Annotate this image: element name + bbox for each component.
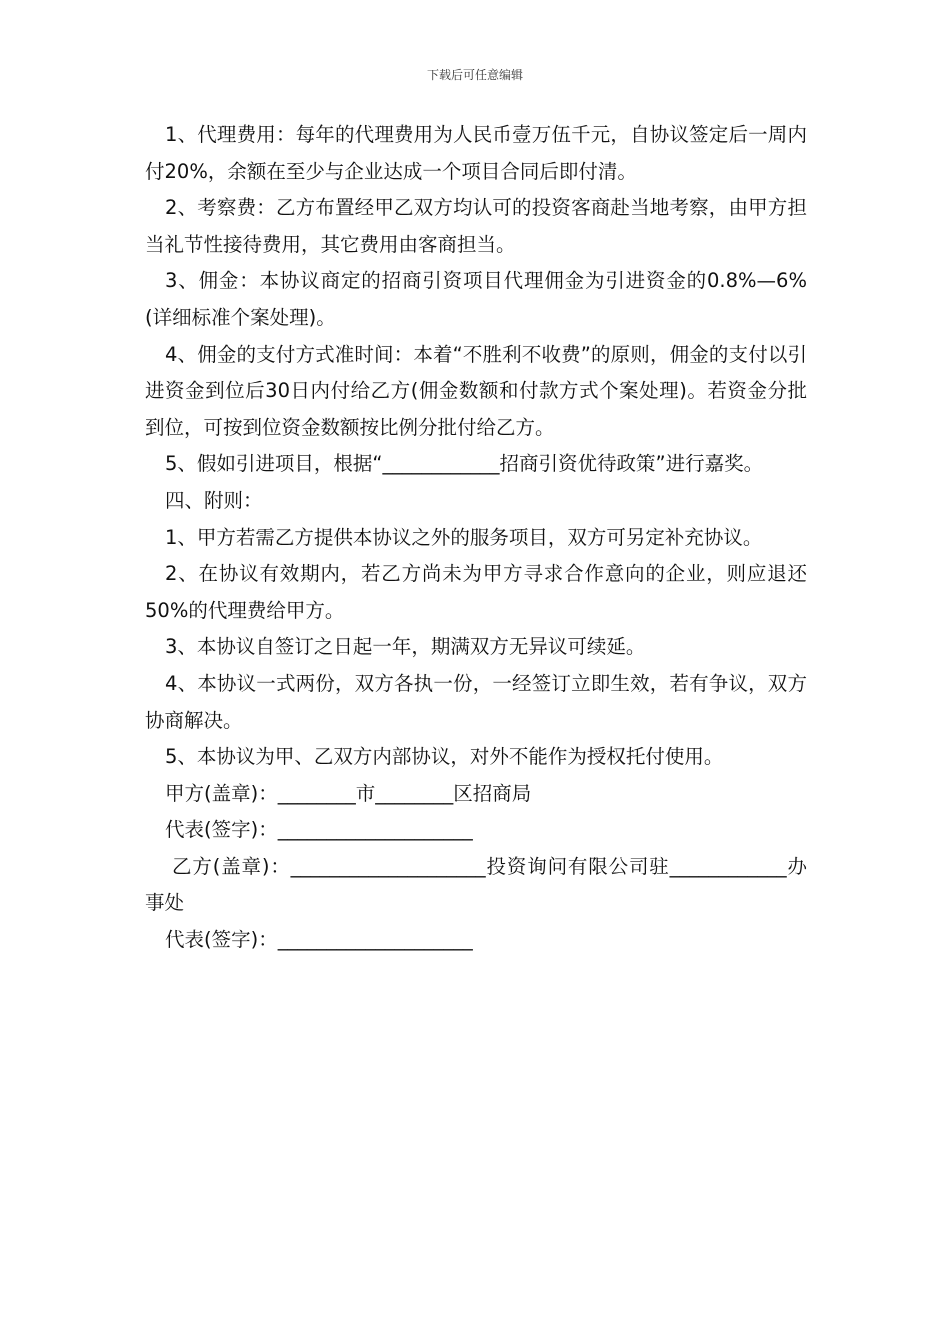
clause-term: 3、本协议自签订之日起一年，期满双方无异议可续延。 (165, 635, 646, 659)
clause-agency-fee: 1、代理费用：每年的代理费用为人民币壹万伍千元，自协议签定后一周内付20%，余额在至少与企业达成一个项目合同后即付清。 (145, 123, 807, 183)
clause-internal-use: 5、本协议为甲、乙双方内部协议，对外不能作为授权托付使用。 (165, 745, 724, 769)
clause-copies: 4、本协议一式两份，双方各执一份，一经签订立即生效，若有争议，双方协商解决。 (145, 671, 807, 732)
clause-commission: 3、佣金：本协议商定的招商引资项目代理佣金为引进资金的0.8%—6%(详细标准个案处理)。 (145, 269, 807, 329)
clause-inspection-fee: 2、考察费：乙方布置经甲乙双方均认可的投资客商赴当地考察，由甲方担当礼节性接待费用，其它费用由客商担当。 (145, 196, 807, 256)
clause-refund: 2、在协议有效期内，若乙方尚未为甲方寻求合作意向的企业，则应退还50%的代理费给甲方。 (145, 562, 807, 622)
page-header: 下载后可任意编辑 (426, 68, 523, 82)
document-body (145, 117, 807, 959)
signature-rep-b: 代表(签字)：____________________ (165, 928, 473, 952)
signature-party-b: 乙方(盖章)：____________________投资询问有限公司驻____________办事处 (145, 854, 807, 915)
signature-party-a: 甲方(盖章)：________市________区招商局 (165, 781, 532, 805)
clause-additional-services: 1、甲方若需乙方提供本协议之外的服务项目，双方可另定补充协议。 (165, 525, 763, 549)
signature-rep-a: 代表(签字)：____________________ (165, 818, 473, 842)
clause-reward: 5、假如引进项目，根据“____________招商引资优待政策”进行嘉奖。 (165, 452, 764, 476)
clause-commission-payment: 4、佣金的支付方式准时间：本着“不胜利不收费”的原则，佣金的支付以引进资金到位后30日内付给乙方(佣金数额和付款方式个案处理)。若资金分批到位，可按到位资金数额按比例分批付给乙方。 (145, 342, 807, 439)
section-heading-supplementary: 四、附则： (165, 488, 263, 512)
